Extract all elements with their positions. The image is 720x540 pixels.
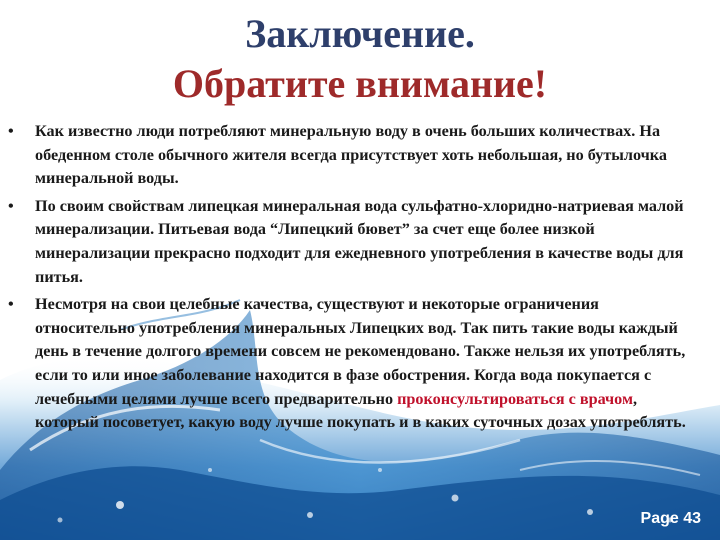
bullet-item xyxy=(8,120,698,191)
bullet-item xyxy=(8,293,698,435)
page-number: Page 43 xyxy=(640,510,701,527)
bullet-icon: • xyxy=(8,295,14,314)
bullet-text: Как известно люди потребляют минеральную воду в очень больших количествах. На обеденном столе обычного жителя всегда присутствует хоть небольшая, но бутылочка минеральной воды. xyxy=(35,122,667,188)
slide-title: Заключение. xyxy=(245,11,475,56)
highlighted-text: проконсультироваться с врачом xyxy=(397,389,633,408)
bullet-text-part: , который посоветует, какую воду лучше покупать и в каких суточных дозах употреблять. xyxy=(35,389,686,432)
bullet-text-part: Несмотря на свои целебные качества, существуют и некоторые ограничения относительно употребления минеральных Липецких вод. Так пить такие воды каждый день в течение долгого времени совсем не рекомендовано. Также нельзя их употреблять, если то или иное заболевание находится в фазе обострения. Когда вода покупается с лечебными целями лучше всего предварительно xyxy=(35,295,686,408)
bullet-list xyxy=(8,120,698,439)
bullet-icon: • xyxy=(8,122,14,140)
slide-subtitle: Обратите внимание! xyxy=(172,61,548,106)
bullet-icon: • xyxy=(8,196,14,215)
bullet-text xyxy=(35,295,686,431)
bullet-text: По своим свойствам липецкая минеральная вода сульфатно-хлоридно-натриевая малой минерализации. Питьевая вода “Липецкий бювет” за счет еще более низкой минерализации прекрасно подходит для ежедневного употребления в качестве воды для питья. xyxy=(35,196,684,286)
bullet-item xyxy=(8,195,698,289)
